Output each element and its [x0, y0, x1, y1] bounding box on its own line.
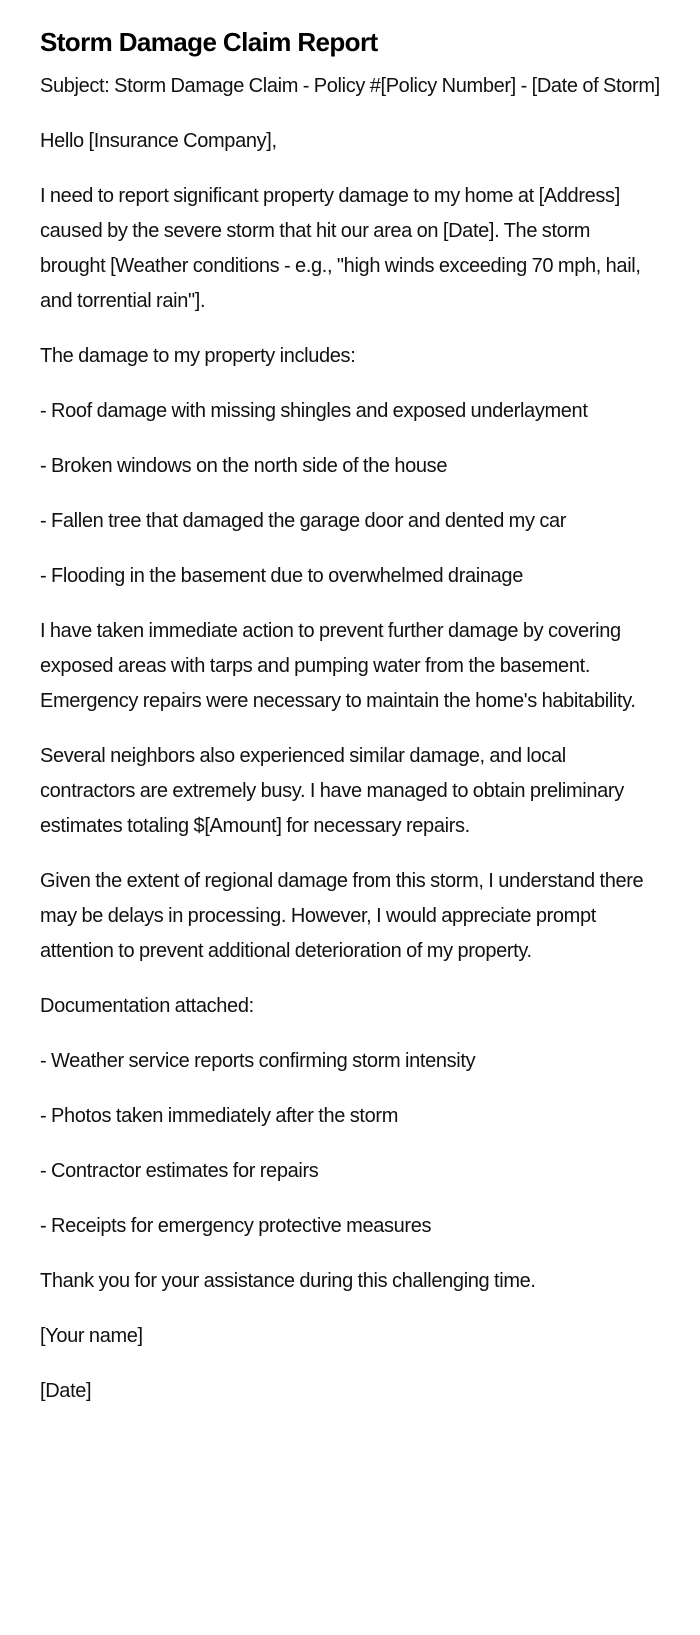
actions-paragraph: I have taken immediate action to prevent further damage by covering exposed areas with tarps and pumping water from the basement. Emergency repairs were necessary to maintain the home's habitability.	[40, 620, 636, 712]
documentation-list-item: - Contractor estimates for repairs	[40, 1160, 319, 1182]
documentation-list-item: - Weather service reports confirming storm intensity	[40, 1050, 476, 1072]
greeting: Hello [Insurance Company],	[40, 130, 277, 152]
delays-paragraph: Given the extent of regional damage from this storm, I understand there may be delays in processing. However, I would appreciate prompt attention to prevent additional deterioration of my property.	[40, 870, 644, 962]
damage-list-item: - Broken windows on the north side of the house	[40, 455, 448, 477]
estimates-paragraph: Several neighbors also experienced similar damage, and local contractors are extremely busy. I have managed to obtain preliminary estimates totaling $[Amount] for necessary repairs.	[40, 745, 624, 837]
subject-line: Subject: Storm Damage Claim - Policy #[Policy Number] - [Date of Storm]	[40, 75, 660, 97]
damage-list-item: - Roof damage with missing shingles and exposed underlayment	[40, 400, 588, 422]
closing-paragraph: Thank you for your assistance during this challenging time.	[40, 1270, 536, 1292]
documentation-heading: Documentation attached:	[40, 995, 254, 1017]
documentation-list-item: - Photos taken immediately after the storm	[40, 1105, 399, 1127]
damage-list-item: - Flooding in the basement due to overwhelmed drainage	[40, 565, 523, 587]
signature-name: [Your name]	[40, 1325, 143, 1347]
documentation-list-item: - Receipts for emergency protective measures	[40, 1215, 432, 1237]
signature-date: [Date]	[40, 1380, 92, 1402]
intro-paragraph: I need to report significant property damage to my home at [Address] caused by the severe storm that hit our area on [Date]. The storm brought [Weather conditions - e.g., "high winds exceeding 70 mph, hail, and torrential rain"].	[40, 185, 641, 312]
damage-list-item: - Fallen tree that damaged the garage door and dented my car	[40, 510, 567, 532]
damage-list-heading: The damage to my property includes:	[40, 345, 356, 367]
document-title: Storm Damage Claim Report	[40, 27, 378, 57]
